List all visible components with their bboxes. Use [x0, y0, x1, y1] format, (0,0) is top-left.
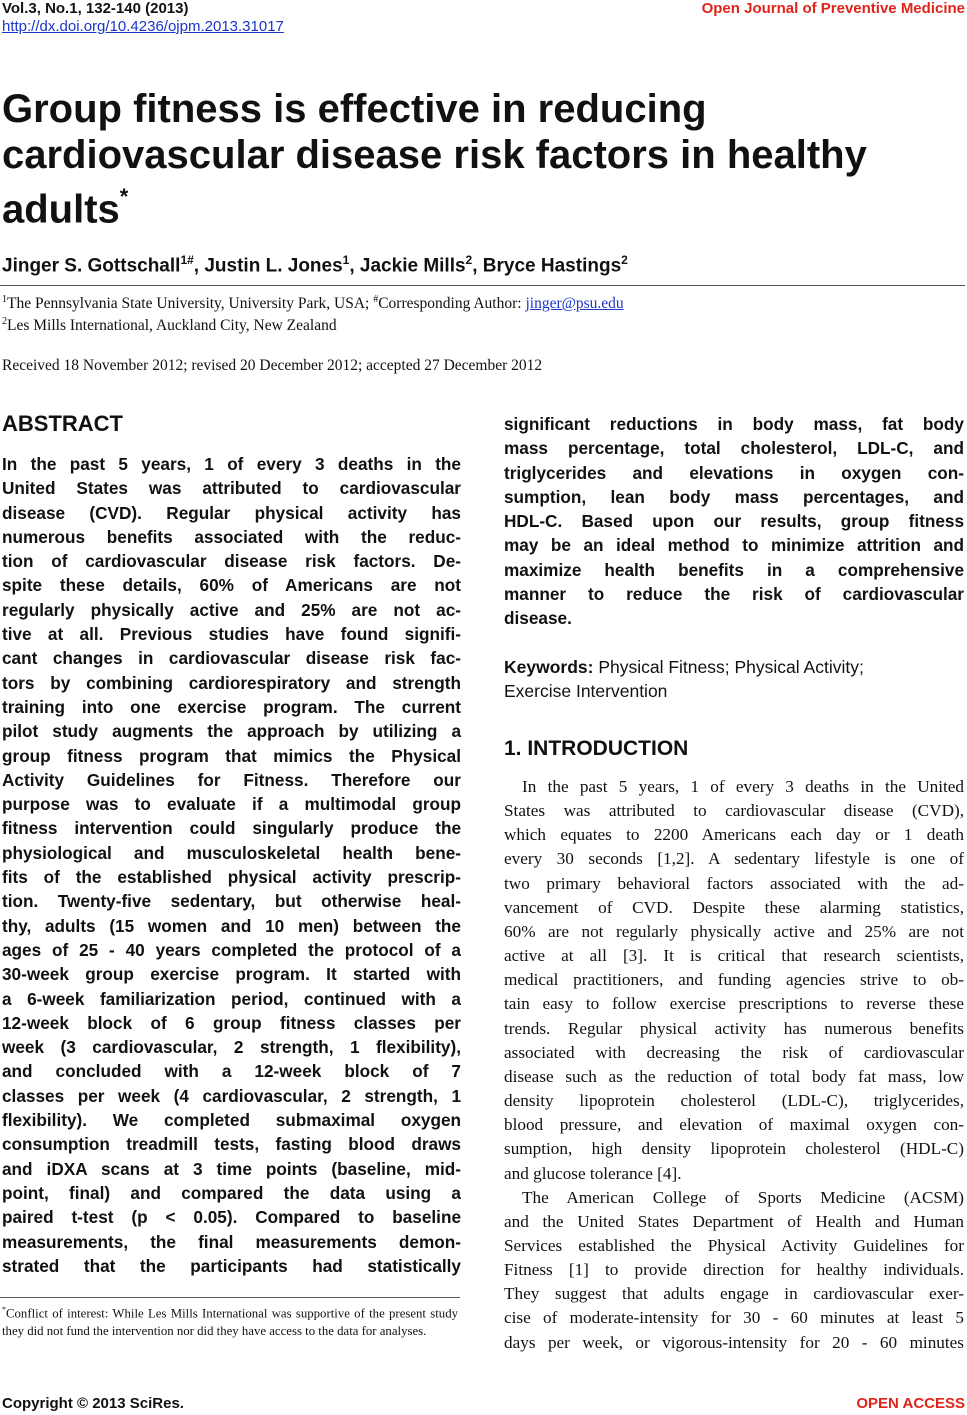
- author-separator: ,: [193, 255, 205, 277]
- text-line: 30-week group exercise program. It started with: [2, 964, 461, 985]
- text-line: disease.: [504, 608, 572, 629]
- text-line: mass percentage, total cholesterol, LDL-C, and: [504, 438, 964, 459]
- text-line: fitness intervention could singularly produce the: [2, 818, 461, 839]
- text-line: days per week, or vigorous-intensity for 20 - 60 minutes: [504, 1332, 964, 1352]
- text-line: regularly physically active and 25% are not ac-: [2, 599, 461, 620]
- text-line: may be an ideal method to minimize attrition and: [504, 535, 964, 556]
- keywords-label: Keywords:: [504, 657, 594, 677]
- introduction-heading: 1. INTRODUCTION: [504, 737, 689, 760]
- text-line: They suggest that adults engage in cardiovascular exer-: [504, 1284, 964, 1304]
- text-line: fits of the established physical activity prescrip-: [2, 867, 461, 888]
- text-line: cant changes in cardiovascular disease risk fac-: [2, 648, 461, 669]
- title-line-3: adults: [2, 187, 120, 232]
- text-line: tors by combining cardiorespiratory and strength: [2, 672, 461, 693]
- abstract-right-column: [504, 412, 964, 631]
- footnote-mark: *: [2, 1305, 6, 1314]
- text-line: tion. Twenty-five sedentary, but otherwise heal-: [2, 891, 461, 912]
- keywords: [504, 655, 964, 703]
- text-line: and glucose tolerance [4].: [504, 1163, 682, 1183]
- text-line: tive at all. Previous studies have found signifi-: [2, 624, 461, 645]
- corresponding-label: Corresponding Author:: [378, 295, 526, 313]
- text-line: 60% are not regularly physically active and 25% are not: [504, 921, 964, 941]
- author-separator: ,: [472, 255, 483, 277]
- affiliation-2: [2, 316, 337, 335]
- text-line: blood pressure, and elevation of maximal oxygen con-: [504, 1115, 964, 1135]
- author-name: Bryce Hastings: [482, 255, 622, 277]
- conflict-footnote: [2, 1301, 458, 1340]
- title-footnote-mark[interactable]: *: [119, 184, 129, 209]
- text-line: manner to reduce the risk of cardiovascular: [504, 584, 964, 605]
- abstract-heading: ABSTRACT: [2, 411, 123, 436]
- author-name: Jackie Mills: [359, 255, 466, 277]
- footnote-divider: [0, 1297, 460, 1298]
- author-affiliation-mark: 2: [465, 253, 473, 267]
- text-line: In the past 5 years, 1 of every 3 deaths in the: [2, 454, 461, 474]
- volume-info: Vol.3, No.1, 132-140 (2013): [2, 0, 189, 17]
- author-affiliation-mark: 1#: [180, 253, 194, 267]
- text-line: disease such as the reduction of total body fat mass, low: [504, 1066, 964, 1086]
- copyright-notice: Copyright © 2013 SciRes.: [2, 1395, 184, 1412]
- text-line: medical practitioners, and funding agencies strive to ob-: [504, 970, 964, 990]
- text-line: consumption treadmill tests, fasting blood draws: [2, 1134, 461, 1155]
- text-line: ages of 25 - 40 years completed the protocol of a: [2, 939, 461, 960]
- text-line: and concluded with a 12-week block of 7: [2, 1061, 461, 1082]
- text-line: a 6-week familiarization period, continued with a: [2, 988, 461, 1009]
- footnote-text: Conflict of interest: While Les Mills International was supportive of the present study they did not fund the intervention nor did they have access to the data for analyses.: [2, 1306, 458, 1339]
- text-line: thy, adults (15 women and 10 men) between the: [2, 915, 461, 936]
- author-affiliation-mark: 1: [342, 253, 350, 267]
- author-list: [2, 253, 628, 277]
- text-line: United States was attributed to cardiovascular: [2, 478, 461, 499]
- text-line: disease (CVD). Regular physical activity has: [2, 502, 461, 523]
- affiliation-text: Les Mills International, Auckland City, New Zealand: [7, 317, 337, 335]
- text-line: maximize health benefits in a comprehensive: [504, 559, 964, 580]
- text-line: physiological and musculoskeletal health bene-: [2, 842, 461, 863]
- text-line: training into one exercise program. The current: [2, 696, 461, 717]
- doi-link[interactable]: http://dx.doi.org/10.4236/ojpm.2013.31017: [2, 18, 284, 35]
- text-line: 12-week block of 6 group fitness classes per: [2, 1012, 461, 1033]
- text-line: tion of cardiovascular disease risk factors. De-: [2, 551, 461, 572]
- text-line: In the past 5 years, 1 of every 3 deaths in the United: [522, 777, 964, 796]
- text-line: HDL-C. Based upon our results, group fitness: [504, 511, 964, 532]
- text-line: paired t-test (p < 0.05). Compared to baseline: [2, 1207, 461, 1228]
- text-line: Fitness [1] to provide direction for healthy individuals.: [504, 1260, 964, 1280]
- text-line: numerous benefits associated with the reduc-: [2, 526, 461, 547]
- text-line: which equates to 2200 Americans each day or 1 death: [504, 825, 964, 845]
- abstract-left-column: [2, 452, 461, 1278]
- text-line: density lipoprotein cholesterol (LDL-C), triglycerides,: [504, 1091, 964, 1111]
- affiliation-text: The Pennsylvania State University, University Park, USA;: [7, 295, 374, 313]
- text-line: pilot study augments the approach by utilizing a: [2, 721, 461, 742]
- text-line: Services established the Physical Activity Guidelines for: [504, 1235, 964, 1255]
- affiliation-mark: 2: [2, 316, 7, 327]
- text-line: Activity Guidelines for Fitness. Therefore our: [2, 769, 461, 790]
- text-line: triglycerides and elevations in oxygen con-: [504, 462, 964, 483]
- author-affiliation-mark: 2: [621, 253, 628, 267]
- text-line: associated with decreasing the risk of cardiovascular: [504, 1042, 964, 1062]
- text-line: and the United States Department of Health and Human: [504, 1211, 964, 1231]
- title-line-1: Group fitness is effective in reducing: [2, 87, 707, 131]
- corresponding-mark: #: [373, 294, 379, 305]
- text-line: point, final) and compared the data using a: [2, 1182, 461, 1203]
- text-line: week (3 cardiovascular, 2 strength, 1 flexibility),: [2, 1037, 461, 1058]
- journal-name: Open Journal of Preventive Medicine: [701, 0, 965, 17]
- article-title: [2, 86, 902, 232]
- author-name: Jinger S. Gottschall: [2, 255, 181, 277]
- text-line: purpose was to evaluate if a multimodal group: [2, 794, 461, 815]
- text-line: flexibility). We completed submaximal oxygen: [2, 1110, 461, 1131]
- title-line-2: cardiovascular disease risk factors in healthy: [2, 133, 867, 177]
- text-line: vancement of CVD. Despite these alarming statistics,: [504, 897, 964, 917]
- received-dates: Received 18 November 2012; revised 20 December 2012; accepted 27 December 2012: [2, 357, 543, 374]
- text-line: trends. Regular physical activity has numerous benefits: [504, 1018, 964, 1038]
- author-name: Justin L. Jones: [204, 255, 343, 277]
- introduction-body: [504, 775, 964, 1355]
- text-line: classes per week (4 cardiovascular, 2 strength, 1: [2, 1085, 461, 1106]
- text-line: two primary behavioral factors associated with the ad-: [504, 873, 964, 893]
- header-divider: [0, 285, 965, 286]
- text-line: tain easy to follow exercise prescriptions to reverse these: [504, 994, 964, 1014]
- author-separator: ,: [349, 255, 360, 277]
- text-line: significant reductions in body mass, fat body: [504, 414, 964, 434]
- text-line: The American College of Sports Medicine (ACSM): [522, 1187, 964, 1207]
- keywords-line-1: Physical Fitness; Physical Activity;: [593, 657, 864, 677]
- email-link[interactable]: jinger@psu.edu: [525, 295, 624, 313]
- affiliation-1: [2, 294, 624, 313]
- text-line: spite these details, 60% of Americans are not: [2, 575, 461, 596]
- text-line: sumption, high density lipoprotein cholesterol (HDL-C): [504, 1139, 964, 1159]
- text-line: cise of moderate-intensity for 30 - 60 minutes at least 5: [504, 1308, 964, 1328]
- text-line: every 30 seconds [1,2]. A sedentary lifestyle is one of: [504, 849, 964, 869]
- keywords-line-2: Exercise Intervention: [504, 681, 668, 701]
- affiliation-mark: 1: [2, 294, 7, 305]
- text-line: active at all [3]. It is critical that research scientists,: [504, 946, 964, 966]
- text-line: sumption, lean body mass percentages, and: [504, 486, 964, 507]
- text-line: States was attributed to cardiovascular disease (CVD),: [504, 801, 964, 821]
- text-line: measurements, the final measurements demon-: [2, 1231, 461, 1252]
- text-line: group fitness program that mimics the Physical: [2, 745, 461, 766]
- text-line: strated that the participants had statistically: [2, 1255, 461, 1276]
- open-access-label: OPEN ACCESS: [856, 1395, 965, 1412]
- text-line: and iDXA scans at 3 time points (baseline, mid-: [2, 1158, 461, 1179]
